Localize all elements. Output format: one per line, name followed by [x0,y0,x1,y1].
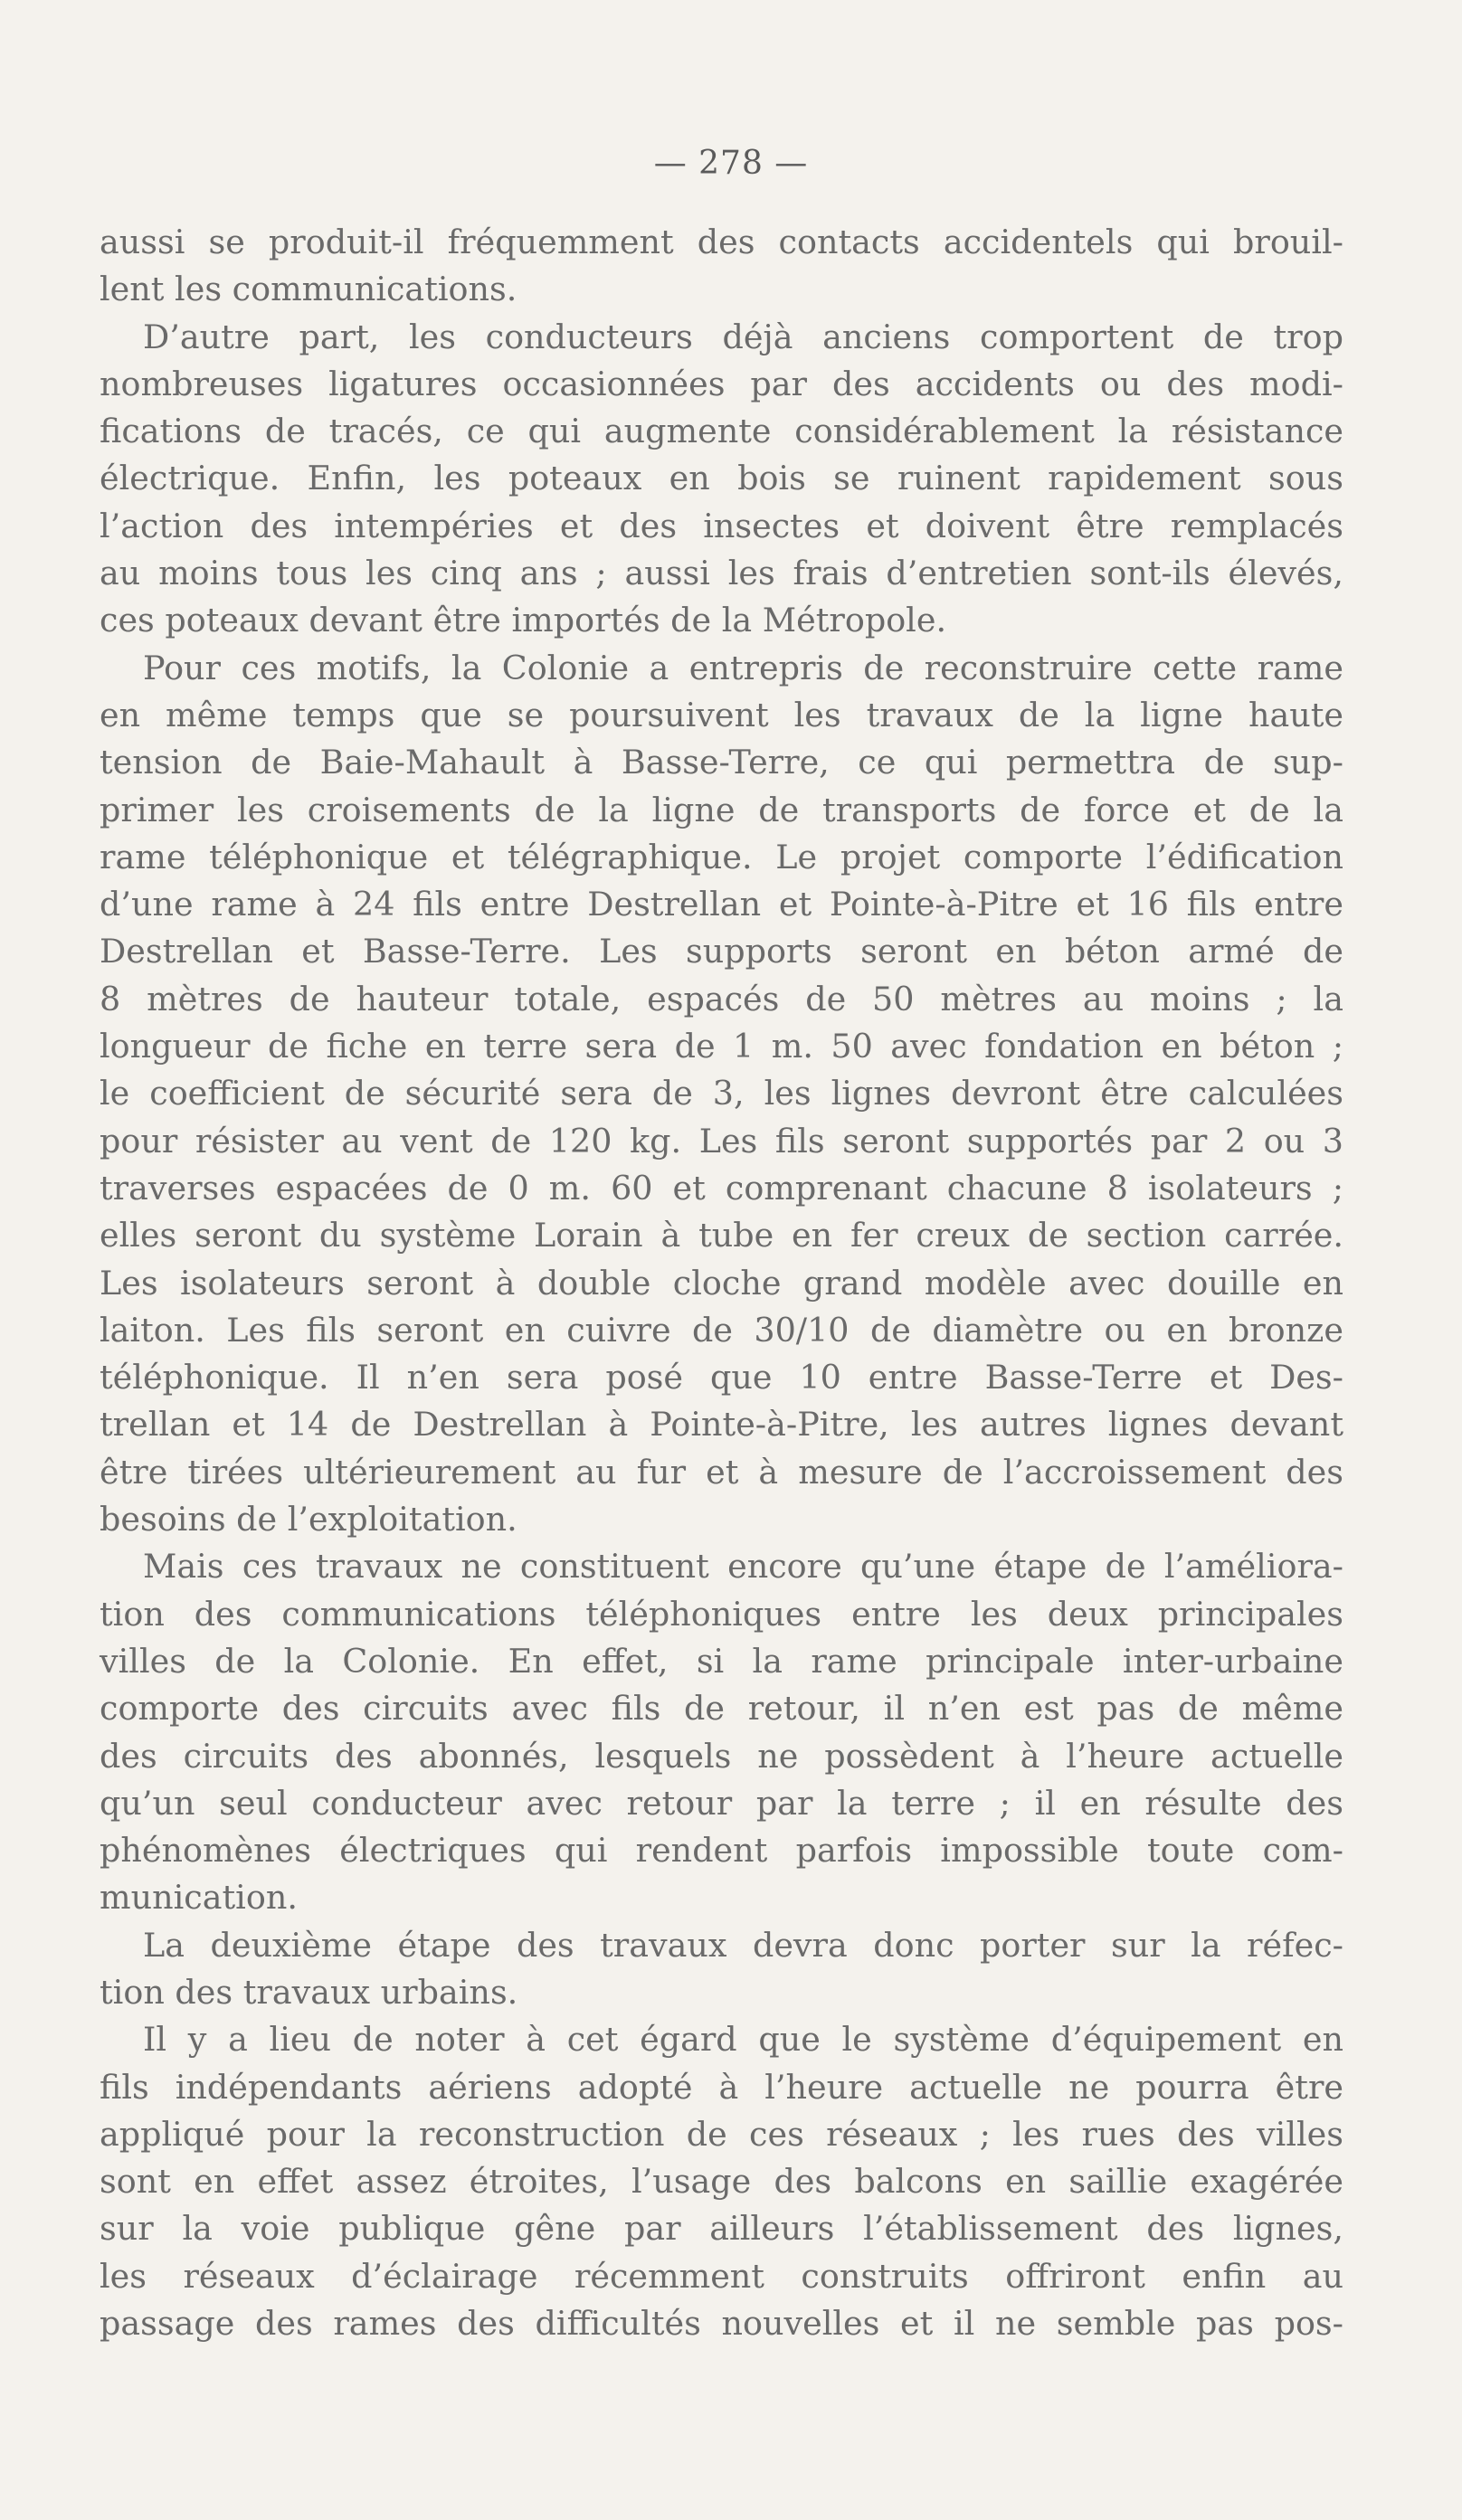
text-line: sur la voie publique gêne par ailleurs l’établissement des lignes, [100,2209,1343,2249]
text-line: aussi se produit-il fréquemment des contacts accidentels qui brouil- [100,223,1343,261]
text-line: Il y a lieu de noter à cet égard que le système d’équipement en [143,2020,1343,2060]
text-line: au moins tous les cinq ans ; aussi les frais d’entretien sont-ils élevés, [100,554,1343,593]
text-line: trellan et 14 de Destrellan à Pointe-à-Pitre, les autres lignes devant [100,1405,1343,1445]
text-line: Les isolateurs seront à double cloche grand modèle avec douille en [100,1263,1343,1303]
text-line: en même temps que se poursuivent les travaux de la ligne haute [100,695,1343,734]
text-line: villes de la Colonie. En effet, si la rame principale inter-urbaine [100,1641,1343,1681]
page-number: — 278 — [653,145,809,182]
text-line: passage des rames des difficultés nouvelles et il ne semble pas pos- [100,2304,1343,2344]
text-line: qu’un seul conducteur avec retour par la terre ; il en résulte des [100,1783,1343,1823]
text-line: appliqué pour la reconstruction de ces réseaux ; les rues des villes [100,2114,1343,2154]
text-line: les réseaux d’éclairage récemment construits offriront enfin au [100,2256,1343,2296]
text-line: sont en effet assez étroites, l’usage des balcons en saillie exagérée [100,2162,1343,2202]
text-line: fils indépendants aériens adopté à l’heure actuelle ne pourra être [100,2067,1343,2107]
text-line: elles seront du système Lorain à tube en fer creux de section carrée. [100,1216,1343,1255]
text-line: nombreuses ligatures occasionnées par des accidents ou des modi- [100,364,1343,403]
text-line: comporte des circuits avec fils de retour, il n’en est pas de même [100,1689,1343,1729]
text-line: 8 mètres de hauteur totale, espacés de 50 mètres au moins ; la [100,979,1343,1018]
text-line: traverses espacées de 0 m. 60 et comprenant chacune 8 isolateurs ; [100,1168,1343,1208]
text-line: fications de tracés, ce qui augmente considérablement la résistance [100,412,1343,451]
text-line: Mais ces travaux ne constituent encore qu’une étape de l’améliora- [143,1547,1343,1587]
text-line: téléphonique. Il n’en sera posé que 10 entre Basse-Terre et Des- [100,1358,1343,1397]
text-line: être tirées ultérieurement au fur et à mesure de l’accroissement des [100,1452,1343,1492]
text-line: munication. [100,1878,298,1918]
text-line: phénomènes électriques qui rendent parfois impossible toute com- [100,1831,1343,1871]
body-text [100,219,1343,2347]
text-line: D’autre part, les conducteurs déjà anciens comportent de trop [143,317,1343,356]
text-line: laiton. Les fils seront en cuivre de 30/10 de diamètre ou en bronze [100,1310,1343,1350]
text-line: rame téléphonique et télégraphique. Le projet comporte l’édification [100,837,1343,876]
text-line: des circuits des abonnés, lesquels ne possèdent à l’heure actuelle [100,1736,1343,1776]
text-line: besoins de l’exploitation. [100,1500,517,1539]
text-line: électrique. Enfin, les poteaux en bois se ruinent rapidement sous [100,459,1343,498]
text-line: le coefficient de sécurité sera de 3, les lignes devront être calculées [100,1074,1343,1113]
text-line: tion des travaux urbains. [100,1972,518,2012]
text-line: Pour ces motifs, la Colonie a entrepris de reconstruire cette rame [143,648,1343,687]
text-line: La deuxième étape des travaux devra donc porter sur la réfec- [143,1925,1343,1965]
text-line: primer les croisements de la ligne de transports de force et de la [100,790,1343,829]
text-line: pour résister au vent de 120 kg. Les fils seront supportés par 2 ou 3 [100,1121,1343,1161]
text-line: ces poteaux devant être importés de la Métropole. [100,601,947,640]
text-line: l’action des intempéries et des insectes et doivent être remplacés [100,506,1343,545]
text-line: tension de Baie-Mahault à Basse-Terre, ce qui permettra de sup- [100,743,1343,782]
text-line: longueur de fiche en terre sera de 1 m. 50 avec fondation en béton ; [100,1027,1343,1066]
text-line: d’une rame à 24 fils entre Destrellan et Pointe-à-Pitre et 16 fils entre [100,885,1343,924]
text-line: tion des communications téléphoniques entre les deux principales [100,1594,1343,1634]
text-line: Destrellan et Basse-Terre. Les supports seront en béton armé de [100,932,1343,971]
text-line: lent les communications. [100,270,517,309]
